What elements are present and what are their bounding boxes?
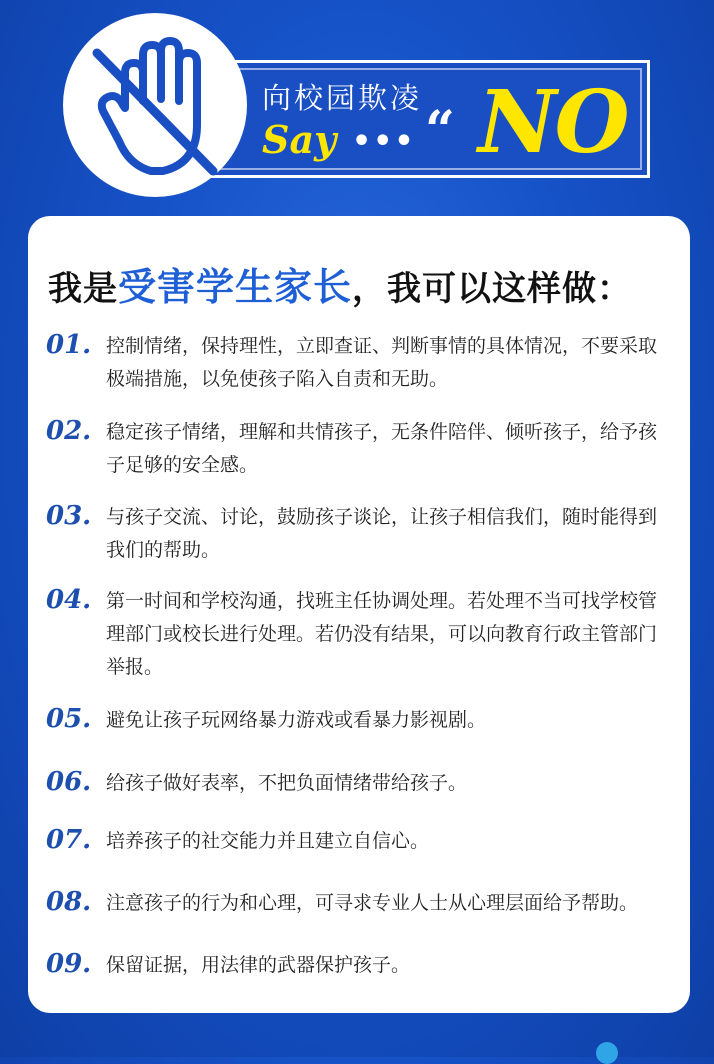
- item-number: 02.: [46, 416, 92, 446]
- stop-hand-badge: [63, 13, 247, 197]
- header-quote-mark: “: [425, 100, 455, 161]
- header-dots: •••: [352, 124, 416, 159]
- card-title-highlight: 受害学生家长: [118, 265, 353, 309]
- item-number: 07.: [46, 825, 92, 855]
- item-number: 06.: [46, 767, 92, 797]
- item-text: 稳定孩子情绪，理解和共情孩子，无条件陪伴、倾听孩子，给予孩子足够的安全感。: [106, 421, 658, 476]
- item-number: 09.: [46, 949, 92, 979]
- item-number: 03.: [46, 501, 92, 531]
- item-text: 第一时间和学校沟通，找班主任协调处理。若处理不当可找学校管理部门或校长进行处理。若仍没有结果，可以向教育行政主管部门举报。: [106, 590, 658, 678]
- item-text: 控制情绪，保持理性，立即查证、判断事情的具体情况，不要采取极端措施，以免使孩子陷入自责和无助。: [106, 335, 658, 390]
- watermark-logo-icon: [596, 1042, 618, 1064]
- header-subtitle: 向校园欺凌: [262, 81, 423, 115]
- item-text: 注意孩子的行为和心理，可寻求专业人士从心理层面给予帮助。: [106, 892, 639, 914]
- item-text: 给孩子做好表率，不把负面情绪带给孩子。: [106, 772, 468, 794]
- stop-hand-icon: [63, 13, 247, 197]
- item-text: 培养孩子的社交能力并且建立自信心。: [106, 830, 430, 852]
- item-number: 05.: [46, 704, 92, 734]
- card-title-suffix: ，我可以这样做：: [352, 269, 633, 309]
- item-number: 01.: [46, 330, 92, 360]
- header-say-text: Say: [262, 117, 337, 162]
- card-title: [48, 256, 670, 311]
- advice-card: [28, 216, 690, 1013]
- item-text: 避免让孩子玩网络暴力游戏或看暴力影视剧。: [106, 709, 487, 731]
- item-text: 与孩子交流、讨论，鼓励孩子谈论，让孩子相信我们，随时能得到我们的帮助。: [106, 506, 658, 561]
- item-text: 保留证据，用法律的武器保护孩子。: [106, 954, 411, 976]
- item-number: 04.: [46, 585, 92, 615]
- item-number: 08.: [46, 887, 92, 917]
- header-no-text: NO: [478, 72, 628, 173]
- card-title-prefix: 我是: [48, 269, 118, 309]
